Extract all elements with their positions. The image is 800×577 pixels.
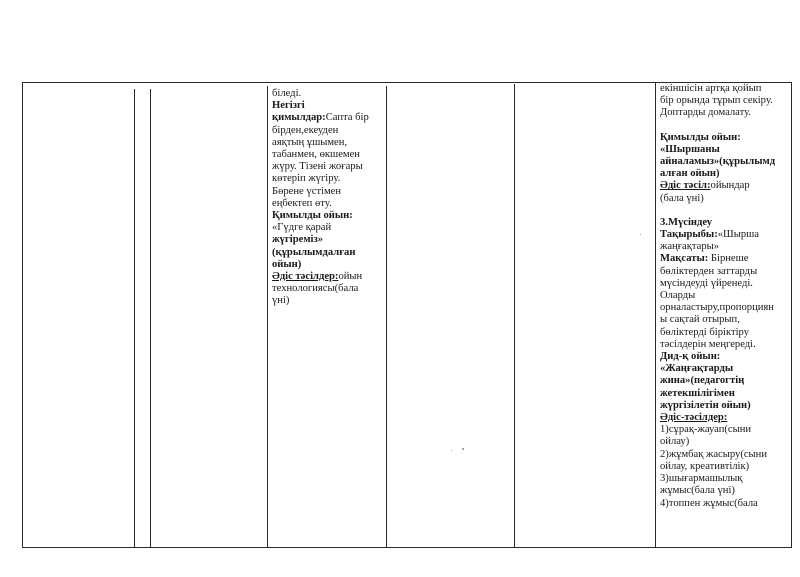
text-line	[660, 253, 791, 265]
text-line: технологиясы(бала	[272, 283, 359, 295]
text-line: бөліктерден заттарды	[660, 265, 758, 277]
column-divider-6	[655, 82, 656, 548]
text-line: жүру. Тізені жоғары	[272, 161, 363, 173]
text-line: (құрылымдалған	[272, 246, 356, 258]
column-divider-1	[134, 89, 135, 548]
text-line: 3.Мүсіндеу	[660, 216, 713, 228]
text-line	[272, 112, 386, 124]
text-line: 3)шығармашылық	[660, 473, 743, 485]
text-line: 1)сұрақ-жауап(сыни	[660, 424, 752, 436]
text-line: Бөрене үстімен	[272, 185, 342, 197]
text-line: Қимылды ойын:	[272, 210, 353, 222]
label-value: Сапта бір	[325, 112, 369, 124]
text-line: Әдіс-тәсілдер:	[660, 412, 728, 424]
text-line: жүгіреміз»	[272, 234, 324, 246]
cell-physical-education	[272, 88, 386, 338]
text-line: Дид-қ ойын:	[660, 351, 721, 363]
label-value: ойындар	[710, 180, 750, 192]
label-value: ойын	[338, 271, 363, 283]
label-bold: қимылдар:	[272, 112, 326, 124]
column-divider-5	[514, 84, 515, 548]
text-line: тәсілдерін меңгереді.	[660, 338, 756, 350]
text-line: мүсіндеуді үйренеді.	[660, 277, 753, 289]
column-divider-3	[267, 86, 268, 548]
text-line: бір орында тұрып секіру.	[660, 95, 773, 107]
text-line: 2)жұмбақ жасыру(сыни	[660, 448, 768, 460]
text-line: «Шыршаны	[660, 143, 720, 155]
text-line: айналамыз»(құрылымд	[660, 156, 776, 168]
scan-speck	[640, 234, 641, 235]
text-line: ойлау, креативтілік)	[660, 460, 750, 472]
text-line: жина»(педагогтің	[660, 375, 745, 387]
scan-speck	[462, 448, 464, 450]
text-line: көтеріп жүгіру.	[272, 173, 341, 185]
table-left-border	[22, 82, 23, 548]
label-bold: Әдіс тәсіл:	[660, 180, 711, 192]
text-line: Оларды	[660, 290, 696, 302]
text-line: ы сақтай отырып,	[660, 314, 740, 326]
column-divider-2	[150, 89, 151, 548]
text-line: алған ойын)	[660, 168, 720, 180]
text-line	[660, 229, 791, 241]
text-line: ойын)	[272, 258, 302, 270]
text-line: бірден,екеуден	[272, 124, 339, 136]
text-line	[660, 180, 791, 192]
text-line: бөліктерді біріктіру	[660, 326, 750, 338]
text-line: «Жаңғақтарды	[660, 363, 734, 375]
column-divider-4	[386, 86, 387, 548]
label-value: Бірнеше	[708, 253, 749, 265]
text-line: үні)	[272, 295, 290, 307]
text-line: аяқтың ұшымен,	[272, 136, 348, 148]
text-line: Негізгі	[272, 100, 305, 112]
label-bold: Әдіс тәсілдер:	[272, 271, 339, 283]
text-line: жұмыс(бала үні)	[660, 485, 735, 497]
text-line: жетекшілігімен	[660, 387, 735, 399]
label-bold: Тақырыбы:	[660, 229, 718, 241]
text-line: «Гүдге қарай	[272, 222, 332, 234]
text-line: орналастыру,пропорциян	[660, 302, 774, 314]
label-value: «Шырша	[717, 229, 759, 241]
cell-activities	[660, 83, 791, 546]
scan-speck	[451, 450, 452, 451]
text-line: Қимылды ойын:	[660, 131, 741, 143]
text-line: еңбектеп өту.	[272, 197, 332, 209]
text-line: табанмен, өкшемен	[272, 149, 360, 161]
text-line: жүргізілетін ойын)	[660, 399, 751, 411]
text-line	[272, 271, 386, 283]
text-line: 4)топпен жұмыс(бала	[660, 497, 758, 509]
text-line: (бала үні)	[660, 192, 704, 204]
table-right-border	[791, 82, 792, 548]
text-line: екіншісін артқа қойып	[660, 83, 762, 94]
text-line: жаңғақтары»	[660, 241, 720, 253]
text-line: біледі.	[272, 88, 302, 99]
label-bold: Мақсаты:	[660, 253, 709, 265]
text-line: ойлау)	[660, 436, 690, 448]
text-line: Доптарды домалату.	[660, 107, 751, 119]
table-bottom-border	[22, 547, 792, 548]
